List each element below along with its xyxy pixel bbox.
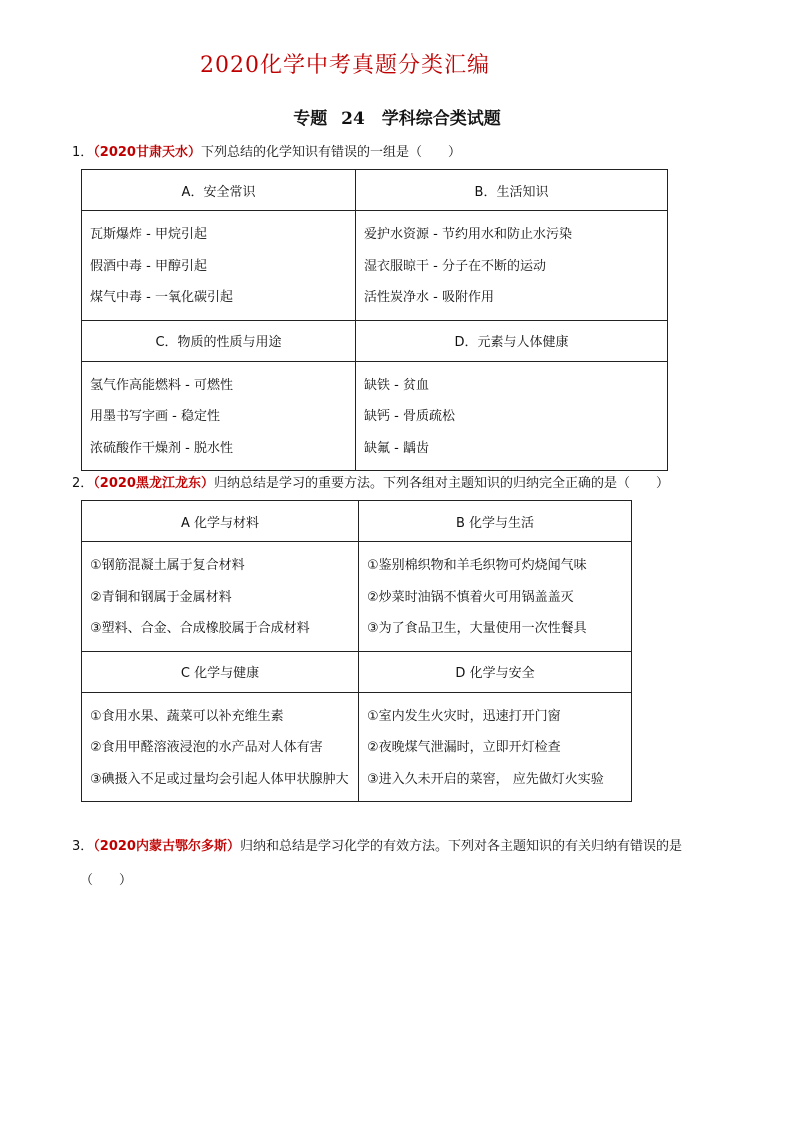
option-c-heading: C 化学与健康	[82, 651, 359, 692]
knowledge-line: ①食用水果、蔬菜可以补充维生素	[90, 708, 284, 724]
option-d-content	[356, 361, 668, 471]
knowledge-line: 缺钙 - 骨质疏松	[364, 409, 455, 424]
knowledge-line: 缺氟 - 龋齿	[364, 440, 429, 456]
knowledge-line: 湿衣服晾干 - 分子在不断的运动	[364, 258, 546, 274]
knowledge-line: 假酒中毒 - 甲醇引起	[90, 258, 207, 274]
option-a-content	[82, 211, 356, 321]
question-number: 1．	[72, 145, 94, 160]
knowledge-line: 瓦斯爆炸 - 甲烷引起	[90, 227, 207, 242]
option-a-content	[82, 542, 359, 652]
option-b-heading: B 化学与生活	[359, 501, 632, 542]
knowledge-line: ①室内发生火灾时，迅速打开门窗	[367, 708, 561, 724]
knowledge-line: ③碘摄入不足或过量均会引起人体甲状腺肿大	[90, 771, 349, 787]
knowledge-line: ①鉴别棉织物和羊毛织物可灼烧闻气味	[367, 558, 587, 573]
knowledge-line: 煤气中毒 - 一氧化碳引起	[90, 290, 233, 305]
knowledge-line: 爱护水资源 - 节约用水和防止水污染	[364, 227, 572, 242]
question-3-stem	[72, 837, 682, 857]
question-text: 归纳和总结是学习化学的有效方法。下列对各主题知识的有关归纳有错误的是	[239, 839, 682, 854]
knowledge-line: 用墨书写字画 - 稳定性	[90, 409, 220, 424]
knowledge-line: 缺铁 - 贫血	[364, 377, 429, 393]
option-d-heading: D．元素与人体健康	[356, 320, 668, 361]
knowledge-line: ③塑料、合金、合成橡胶属于合成材料	[90, 621, 310, 636]
question-text: 归纳总结是学习的重要方法。下列各组对主题知识的归纳完全正确的是（ ）	[213, 476, 669, 491]
knowledge-line: 浓硫酸作干燥剂 - 脱水性	[90, 440, 233, 456]
option-b-content	[356, 211, 668, 321]
option-d-heading: D 化学与安全	[359, 651, 632, 692]
question-number: 3．	[72, 839, 94, 854]
question-2-stem	[72, 474, 669, 494]
knowledge-line: ③为了食品卫生，大量使用一次性餐具	[367, 621, 587, 636]
knowledge-line: ③进入久未开启的菜窖， 应先做灯火实验	[367, 771, 604, 787]
answer-parenthesis: （ ）	[80, 873, 133, 888]
question-2-table	[81, 500, 632, 802]
question-1-stem	[72, 143, 461, 163]
question-source: （2020甘肃天水）	[93, 145, 201, 160]
option-a-heading: A 化学与材料	[82, 501, 359, 542]
option-c-heading: C．物质的性质与用途	[82, 320, 356, 361]
knowledge-line: ①钢筋混凝土属于复合材料	[90, 558, 245, 573]
knowledge-line: ②食用甲醛溶液浸泡的水产品对人体有害	[90, 740, 323, 755]
knowledge-line: ②炒菜时油锅不慎着火可用锅盖盖灭	[367, 589, 574, 605]
question-text: 下列总结的化学知识有错误的一组是（ ）	[200, 145, 461, 160]
option-a-heading: A．安全常识	[82, 170, 356, 211]
question-1-table	[81, 169, 668, 471]
option-b-heading: B．生活知识	[356, 170, 668, 211]
knowledge-line: ②夜晚煤气泄漏时，立即开灯检查	[367, 740, 561, 755]
question-source: （2020内蒙古鄂尔多斯）	[93, 839, 240, 854]
document-header: 2020化学中考真题分类汇编	[200, 53, 490, 78]
question-source: （2020黑龙江龙东）	[93, 476, 214, 491]
option-b-content	[359, 542, 632, 652]
option-c-content	[82, 361, 356, 471]
question-number: 2．	[72, 476, 94, 491]
knowledge-line: 氢气作高能燃料 - 可燃性	[90, 377, 233, 393]
option-c-content	[82, 692, 359, 802]
topic-title: 专题 24 学科综合类试题	[293, 109, 501, 129]
knowledge-line: ②青铜和钢属于金属材料	[90, 589, 232, 605]
knowledge-line: 活性炭净水 - 吸附作用	[364, 290, 494, 305]
option-d-content	[359, 692, 632, 802]
